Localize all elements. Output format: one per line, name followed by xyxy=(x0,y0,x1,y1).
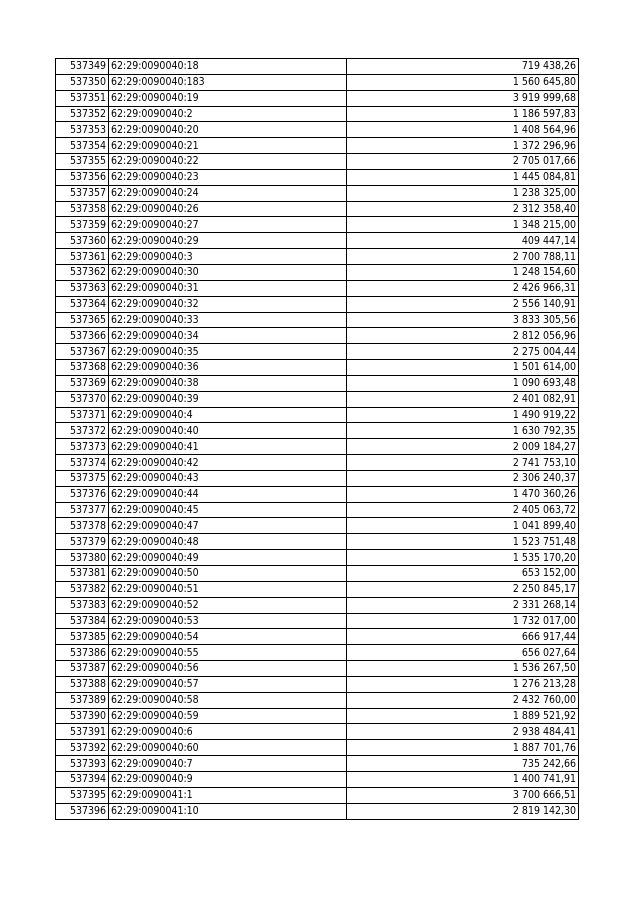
table-row xyxy=(56,661,579,677)
value-cell: 2 306 240,37 xyxy=(347,470,579,486)
value-cell: 1 041 899,40 xyxy=(347,518,579,534)
value-cell: 3 700 666,51 xyxy=(347,787,579,803)
cadastral-number-cell: 62:29:0090040:19 xyxy=(109,90,347,106)
table-row xyxy=(56,360,579,376)
value-cell: 656 027,64 xyxy=(347,645,579,661)
table-row xyxy=(56,566,579,582)
cadastral-number-cell: 62:29:0090040:23 xyxy=(109,169,347,185)
table-row xyxy=(56,169,579,185)
table-row xyxy=(56,581,579,597)
cadastral-number-cell: 62:29:0090040:183 xyxy=(109,74,347,90)
value-cell: 1 470 360,26 xyxy=(347,486,579,502)
row-id-cell: 537393 xyxy=(56,756,109,772)
value-cell: 719 438,26 xyxy=(347,59,579,75)
table-row xyxy=(56,328,579,344)
row-id-cell: 537362 xyxy=(56,264,109,280)
table-row xyxy=(56,296,579,312)
table-row xyxy=(56,534,579,550)
value-cell: 1 501 614,00 xyxy=(347,360,579,376)
row-id-cell: 537383 xyxy=(56,597,109,613)
row-id-cell: 537380 xyxy=(56,550,109,566)
value-cell: 2 312 358,40 xyxy=(347,201,579,217)
row-id-cell: 537381 xyxy=(56,566,109,582)
value-cell: 1 536 267,50 xyxy=(347,661,579,677)
row-id-cell: 537392 xyxy=(56,740,109,756)
value-cell: 1 276 213,28 xyxy=(347,676,579,692)
cadastral-number-cell: 62:29:0090040:41 xyxy=(109,439,347,455)
value-cell: 2 250 845,17 xyxy=(347,581,579,597)
cadastral-number-cell: 62:29:0090040:58 xyxy=(109,692,347,708)
table-row xyxy=(56,280,579,296)
row-id-cell: 537391 xyxy=(56,724,109,740)
value-cell: 1 445 084,81 xyxy=(347,169,579,185)
row-id-cell: 537382 xyxy=(56,581,109,597)
value-cell: 1 238 325,00 xyxy=(347,185,579,201)
table-row xyxy=(56,106,579,122)
cadastral-number-cell: 62:29:0090040:36 xyxy=(109,360,347,376)
table-row xyxy=(56,138,579,154)
cadastral-number-cell: 62:29:0090040:43 xyxy=(109,470,347,486)
value-cell: 653 152,00 xyxy=(347,566,579,582)
cadastral-number-cell: 62:29:0090040:45 xyxy=(109,502,347,518)
row-id-cell: 537395 xyxy=(56,787,109,803)
table-row xyxy=(56,502,579,518)
table-row xyxy=(56,249,579,265)
row-id-cell: 537365 xyxy=(56,312,109,328)
table-row xyxy=(56,264,579,280)
cadastral-number-cell: 62:29:0090040:34 xyxy=(109,328,347,344)
value-cell: 1 090 693,48 xyxy=(347,375,579,391)
row-id-cell: 537390 xyxy=(56,708,109,724)
value-cell: 1 372 296,96 xyxy=(347,138,579,154)
table-row xyxy=(56,787,579,803)
cadastral-number-cell: 62:29:0090040:47 xyxy=(109,518,347,534)
table-row xyxy=(56,676,579,692)
row-id-cell: 537388 xyxy=(56,676,109,692)
cadastral-number-cell: 62:29:0090040:57 xyxy=(109,676,347,692)
table-row xyxy=(56,344,579,360)
value-cell: 1 560 645,80 xyxy=(347,74,579,90)
table-row xyxy=(56,423,579,439)
cadastral-number-cell: 62:29:0090040:42 xyxy=(109,455,347,471)
cadastral-number-cell: 62:29:0090040:32 xyxy=(109,296,347,312)
table-row xyxy=(56,375,579,391)
cadastral-number-cell: 62:29:0090040:38 xyxy=(109,375,347,391)
cadastral-number-cell: 62:29:0090040:51 xyxy=(109,581,347,597)
table-row xyxy=(56,470,579,486)
cadastral-number-cell: 62:29:0090040:21 xyxy=(109,138,347,154)
row-id-cell: 537353 xyxy=(56,122,109,138)
row-id-cell: 537366 xyxy=(56,328,109,344)
table-row xyxy=(56,59,579,75)
table-row xyxy=(56,692,579,708)
cadastral-number-cell: 62:29:0090040:7 xyxy=(109,756,347,772)
table-row xyxy=(56,771,579,787)
row-id-cell: 537349 xyxy=(56,59,109,75)
row-id-cell: 537368 xyxy=(56,360,109,376)
cadastral-number-cell: 62:29:0090040:39 xyxy=(109,391,347,407)
row-id-cell: 537350 xyxy=(56,74,109,90)
table-row xyxy=(56,455,579,471)
cadastral-number-cell: 62:29:0090040:56 xyxy=(109,661,347,677)
cadastral-number-cell: 62:29:0090040:24 xyxy=(109,185,347,201)
row-id-cell: 537369 xyxy=(56,375,109,391)
table-row xyxy=(56,597,579,613)
value-cell: 1 400 741,91 xyxy=(347,771,579,787)
cadastral-number-cell: 62:29:0090040:9 xyxy=(109,771,347,787)
row-id-cell: 537351 xyxy=(56,90,109,106)
row-id-cell: 537378 xyxy=(56,518,109,534)
cadastral-number-cell: 62:29:0090040:59 xyxy=(109,708,347,724)
row-id-cell: 537396 xyxy=(56,803,109,819)
cadastral-number-cell: 62:29:0090040:54 xyxy=(109,629,347,645)
value-cell: 1 408 564,96 xyxy=(347,122,579,138)
value-cell: 1 490 919,22 xyxy=(347,407,579,423)
value-cell: 2 700 788,11 xyxy=(347,249,579,265)
table-row xyxy=(56,724,579,740)
value-cell: 2 812 056,96 xyxy=(347,328,579,344)
row-id-cell: 537371 xyxy=(56,407,109,423)
row-id-cell: 537360 xyxy=(56,233,109,249)
row-id-cell: 537370 xyxy=(56,391,109,407)
value-cell: 1 732 017,00 xyxy=(347,613,579,629)
value-cell: 2 741 753,10 xyxy=(347,455,579,471)
table-body xyxy=(56,59,579,820)
row-id-cell: 537374 xyxy=(56,455,109,471)
value-cell: 2 009 184,27 xyxy=(347,439,579,455)
table-row xyxy=(56,518,579,534)
table-row xyxy=(56,185,579,201)
cadastral-number-cell: 62:29:0090040:44 xyxy=(109,486,347,502)
value-cell: 1 887 701,76 xyxy=(347,740,579,756)
table-row xyxy=(56,312,579,328)
table-row xyxy=(56,486,579,502)
value-cell: 1 348 215,00 xyxy=(347,217,579,233)
table-row xyxy=(56,645,579,661)
value-cell: 1 523 751,48 xyxy=(347,534,579,550)
row-id-cell: 537354 xyxy=(56,138,109,154)
cadastral-number-cell: 62:29:0090040:49 xyxy=(109,550,347,566)
cadastral-number-cell: 62:29:0090040:55 xyxy=(109,645,347,661)
cadastral-number-cell: 62:29:0090040:29 xyxy=(109,233,347,249)
row-id-cell: 537372 xyxy=(56,423,109,439)
value-cell: 2 819 142,30 xyxy=(347,803,579,819)
cadastral-number-cell: 62:29:0090040:22 xyxy=(109,154,347,170)
cadastral-number-cell: 62:29:0090040:50 xyxy=(109,566,347,582)
value-cell: 1 248 154,60 xyxy=(347,264,579,280)
cadastral-value-table xyxy=(55,58,579,820)
cadastral-number-cell: 62:29:0090040:2 xyxy=(109,106,347,122)
cadastral-number-cell: 62:29:0090040:3 xyxy=(109,249,347,265)
value-cell: 2 405 063,72 xyxy=(347,502,579,518)
table-row xyxy=(56,439,579,455)
row-id-cell: 537379 xyxy=(56,534,109,550)
row-id-cell: 537361 xyxy=(56,249,109,265)
cadastral-number-cell: 62:29:0090040:48 xyxy=(109,534,347,550)
row-id-cell: 537377 xyxy=(56,502,109,518)
table-row xyxy=(56,629,579,645)
row-id-cell: 537359 xyxy=(56,217,109,233)
cadastral-number-cell: 62:29:0090040:27 xyxy=(109,217,347,233)
value-cell: 409 447,14 xyxy=(347,233,579,249)
row-id-cell: 537386 xyxy=(56,645,109,661)
table-row xyxy=(56,233,579,249)
cadastral-number-cell: 62:29:0090041:10 xyxy=(109,803,347,819)
value-cell: 2 275 004,44 xyxy=(347,344,579,360)
cadastral-number-cell: 62:29:0090040:20 xyxy=(109,122,347,138)
value-cell: 2 705 017,66 xyxy=(347,154,579,170)
row-id-cell: 537364 xyxy=(56,296,109,312)
value-cell: 666 917,44 xyxy=(347,629,579,645)
table-row xyxy=(56,740,579,756)
row-id-cell: 537352 xyxy=(56,106,109,122)
value-cell: 2 556 140,91 xyxy=(347,296,579,312)
value-cell: 1 889 521,92 xyxy=(347,708,579,724)
row-id-cell: 537358 xyxy=(56,201,109,217)
table-row xyxy=(56,201,579,217)
value-cell: 3 833 305,56 xyxy=(347,312,579,328)
cadastral-number-cell: 62:29:0090040:40 xyxy=(109,423,347,439)
value-cell: 1 186 597,83 xyxy=(347,106,579,122)
value-cell: 2 938 484,41 xyxy=(347,724,579,740)
row-id-cell: 537367 xyxy=(56,344,109,360)
row-id-cell: 537385 xyxy=(56,629,109,645)
cadastral-number-cell: 62:29:0090040:26 xyxy=(109,201,347,217)
value-cell: 2 432 760,00 xyxy=(347,692,579,708)
value-cell: 2 331 268,14 xyxy=(347,597,579,613)
value-cell: 1 535 170,20 xyxy=(347,550,579,566)
table-row xyxy=(56,550,579,566)
cadastral-number-cell: 62:29:0090041:1 xyxy=(109,787,347,803)
table-row xyxy=(56,756,579,772)
cadastral-number-cell: 62:29:0090040:31 xyxy=(109,280,347,296)
row-id-cell: 537355 xyxy=(56,154,109,170)
table-row xyxy=(56,217,579,233)
table-row xyxy=(56,708,579,724)
value-cell: 735 242,66 xyxy=(347,756,579,772)
cadastral-number-cell: 62:29:0090040:52 xyxy=(109,597,347,613)
row-id-cell: 537375 xyxy=(56,470,109,486)
row-id-cell: 537387 xyxy=(56,661,109,677)
row-id-cell: 537389 xyxy=(56,692,109,708)
cadastral-number-cell: 62:29:0090040:53 xyxy=(109,613,347,629)
row-id-cell: 537384 xyxy=(56,613,109,629)
table-row xyxy=(56,90,579,106)
table-row xyxy=(56,122,579,138)
row-id-cell: 537394 xyxy=(56,771,109,787)
value-cell: 1 630 792,35 xyxy=(347,423,579,439)
cadastral-number-cell: 62:29:0090040:30 xyxy=(109,264,347,280)
table-row xyxy=(56,613,579,629)
cadastral-number-cell: 62:29:0090040:60 xyxy=(109,740,347,756)
value-cell: 2 401 082,91 xyxy=(347,391,579,407)
row-id-cell: 537373 xyxy=(56,439,109,455)
row-id-cell: 537376 xyxy=(56,486,109,502)
table-row xyxy=(56,407,579,423)
row-id-cell: 537356 xyxy=(56,169,109,185)
table-row xyxy=(56,803,579,819)
cadastral-number-cell: 62:29:0090040:4 xyxy=(109,407,347,423)
value-cell: 3 919 999,68 xyxy=(347,90,579,106)
row-id-cell: 537357 xyxy=(56,185,109,201)
table-row xyxy=(56,391,579,407)
cadastral-number-cell: 62:29:0090040:6 xyxy=(109,724,347,740)
cadastral-number-cell: 62:29:0090040:18 xyxy=(109,59,347,75)
value-cell: 2 426 966,31 xyxy=(347,280,579,296)
row-id-cell: 537363 xyxy=(56,280,109,296)
table-row xyxy=(56,154,579,170)
cadastral-number-cell: 62:29:0090040:33 xyxy=(109,312,347,328)
cadastral-number-cell: 62:29:0090040:35 xyxy=(109,344,347,360)
table-row xyxy=(56,74,579,90)
